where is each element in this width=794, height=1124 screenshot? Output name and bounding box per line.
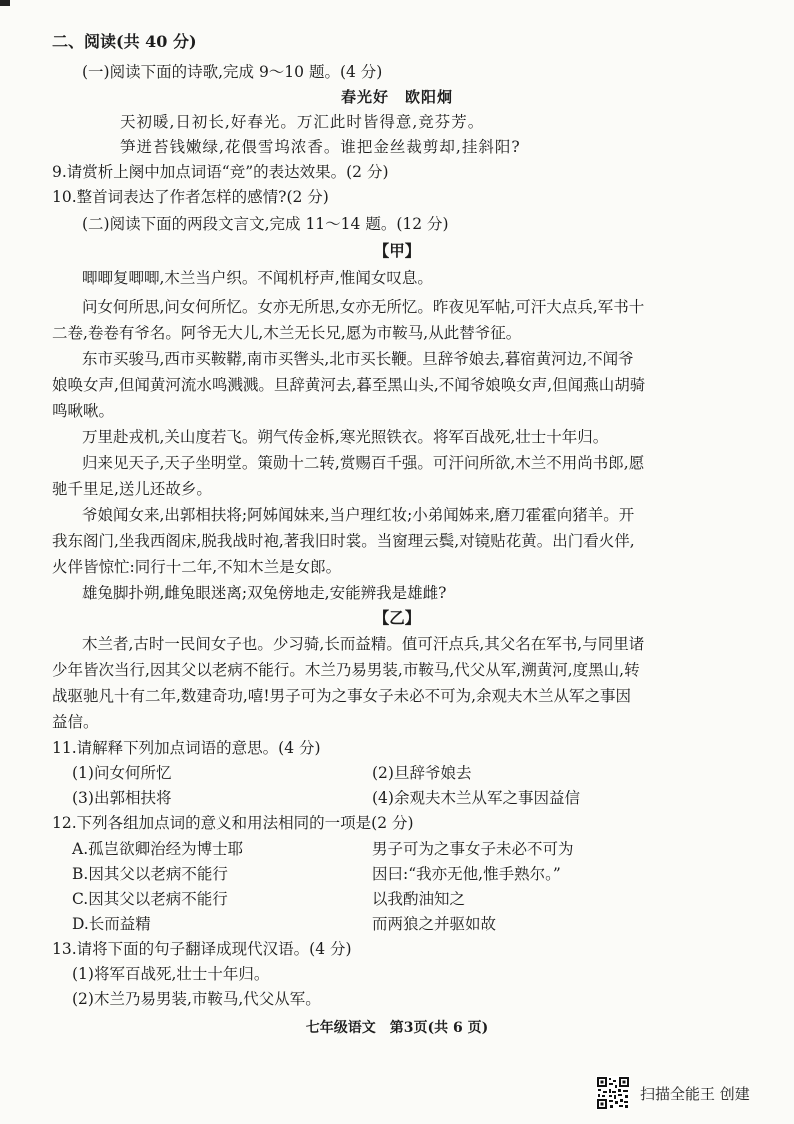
part2-intro: (二)阅读下面的两段文言文,完成 11～14 题。(12 分) xyxy=(82,215,449,233)
jia-line: 娘唤女声,但闻黄河流水鸣溅溅。旦辞黄河去,暮至黑山头,不闻爷娘唤女声,但闻燕山胡骑 xyxy=(52,376,646,394)
q13-item: (1)将军百战死,壮士十年归。 xyxy=(72,965,270,983)
jia-line: 唧唧复唧唧,木兰当户织。不闻机杼声,惟闻女叹息。 xyxy=(82,269,433,287)
q12-option-c-right: 以我酌油知之 xyxy=(372,890,466,908)
poem-line-2: 笋迸苔钱嫩绿,花偎雪坞浓香。谁把金丝裁剪却,挂斜阳? xyxy=(120,138,521,156)
yi-line: 少年皆次当行,因其父以老病不能行。木兰乃易男装,市鞍马,代父从军,溯黄河,度黑山,转 xyxy=(52,661,640,679)
jia-line: 火伴皆惊忙:同行十二年,不知木兰是女郎。 xyxy=(52,558,342,576)
question-12: 12.下列各组加点词的意义和用法相同的一项是(2 分) xyxy=(52,814,414,832)
yi-line: 木兰者,古时一民间女子也。少习骑,长而益精。值可汗点兵,其父名在军书,与同里诸 xyxy=(82,635,645,653)
jia-line: 万里赴戎机,关山度若飞。朔气传金柝,寒光照铁衣。将军百战死,壮士十年归。 xyxy=(82,428,609,446)
jia-line: 雄兔脚扑朔,雌兔眼迷离;双兔傍地走,安能辨我是雄雌? xyxy=(82,584,447,602)
q13-item: (2)木兰乃易男装,市鞍马,代父从军。 xyxy=(72,990,321,1008)
q12-option-b-left: B.因其父以老病不能行 xyxy=(72,865,228,883)
question-10: 10.整首词表达了作者怎样的感情?(2 分) xyxy=(52,188,329,206)
q12-option-d-right: 而两狼之并驱如故 xyxy=(372,915,497,933)
question-11: 11.请解释下列加点词语的意思。(4 分) xyxy=(52,739,321,757)
q11-item: (4)余观夫木兰从军之事因益信 xyxy=(372,789,580,807)
jia-line: 归来见天子,天子坐明堂。策勋十二转,赏赐百千强。可汗问所欲,木兰不用尚书郎,愿 xyxy=(82,454,645,472)
section-heading: 二、阅读(共 40 分) xyxy=(52,32,197,51)
q12-option-d-left: D.长而益精 xyxy=(72,915,151,933)
scanner-brand-watermark: 扫描全能王 创建 xyxy=(640,1085,750,1103)
jia-line: 爷娘闻女来,出郭相扶将;阿姊闻妹来,当户理红妆;小弟闻姊来,磨刀霍霍向猪羊。开 xyxy=(82,506,635,524)
question-13: 13.请将下面的句子翻译成现代汉语。(4 分) xyxy=(52,940,352,958)
qr-code-icon xyxy=(596,1076,630,1110)
q12-option-b-right: 因曰:“我亦无他,惟手熟尔。” xyxy=(372,865,561,883)
q12-option-a-left: A.孤岂欲卿治经为博士耶 xyxy=(72,840,244,858)
yi-line: 战驱驰凡十有二年,数建奇功,嘻!男子可为之事女子未必不可为,余观夫木兰从军之事因 xyxy=(52,687,632,705)
q12-option-c-left: C.因其父以老病不能行 xyxy=(72,890,228,908)
page-footer: 七年级语文 第3页(共 6 页) xyxy=(305,1020,489,1036)
jia-line: 鸣啾啾。 xyxy=(52,402,115,420)
jia-line: 我东阁门,坐我西阁床,脱我战时袍,著我旧时裳。当窗理云鬓,对镜贴花黄。出门看火伴, xyxy=(52,532,635,550)
jia-line: 二卷,卷卷有爷名。阿爷无大儿,木兰无长兄,愿为市鞍马,从此替爷征。 xyxy=(52,324,522,342)
poem-title: 春光好 欧阳炯 xyxy=(340,88,453,106)
q11-item: (3)出郭相扶将 xyxy=(72,789,172,807)
q12-option-a-right: 男子可为之事女子未必不可为 xyxy=(372,840,574,858)
part1-intro: (一)阅读下面的诗歌,完成 9～10 题。(4 分) xyxy=(82,63,383,81)
jia-line: 问女何所思,问女何所忆。女亦无所思,女亦无所忆。昨夜见军帖,可汗大点兵,军书十 xyxy=(82,298,645,316)
poem-line-1: 天初暖,日初长,好春光。万汇此时皆得意,竞芬芳。 xyxy=(120,113,485,131)
q11-item: (2)旦辞爷娘去 xyxy=(372,764,472,782)
question-9: 9.请赏析上阕中加点词语“竞”的表达效果。(2 分) xyxy=(52,163,389,181)
passage-yi-label: 【乙】 xyxy=(373,608,421,627)
yi-line: 益信。 xyxy=(52,713,99,731)
jia-line: 驰千里足,送儿还故乡。 xyxy=(52,480,212,498)
passage-jia-label: 【甲】 xyxy=(373,241,421,260)
jia-line: 东市买骏马,西市买鞍鞯,南市买辔头,北市买长鞭。旦辞爷娘去,暮宿黄河边,不闻爷 xyxy=(82,350,634,368)
q11-item: (1)问女何所忆 xyxy=(72,764,172,782)
corner-mark xyxy=(0,0,10,6)
